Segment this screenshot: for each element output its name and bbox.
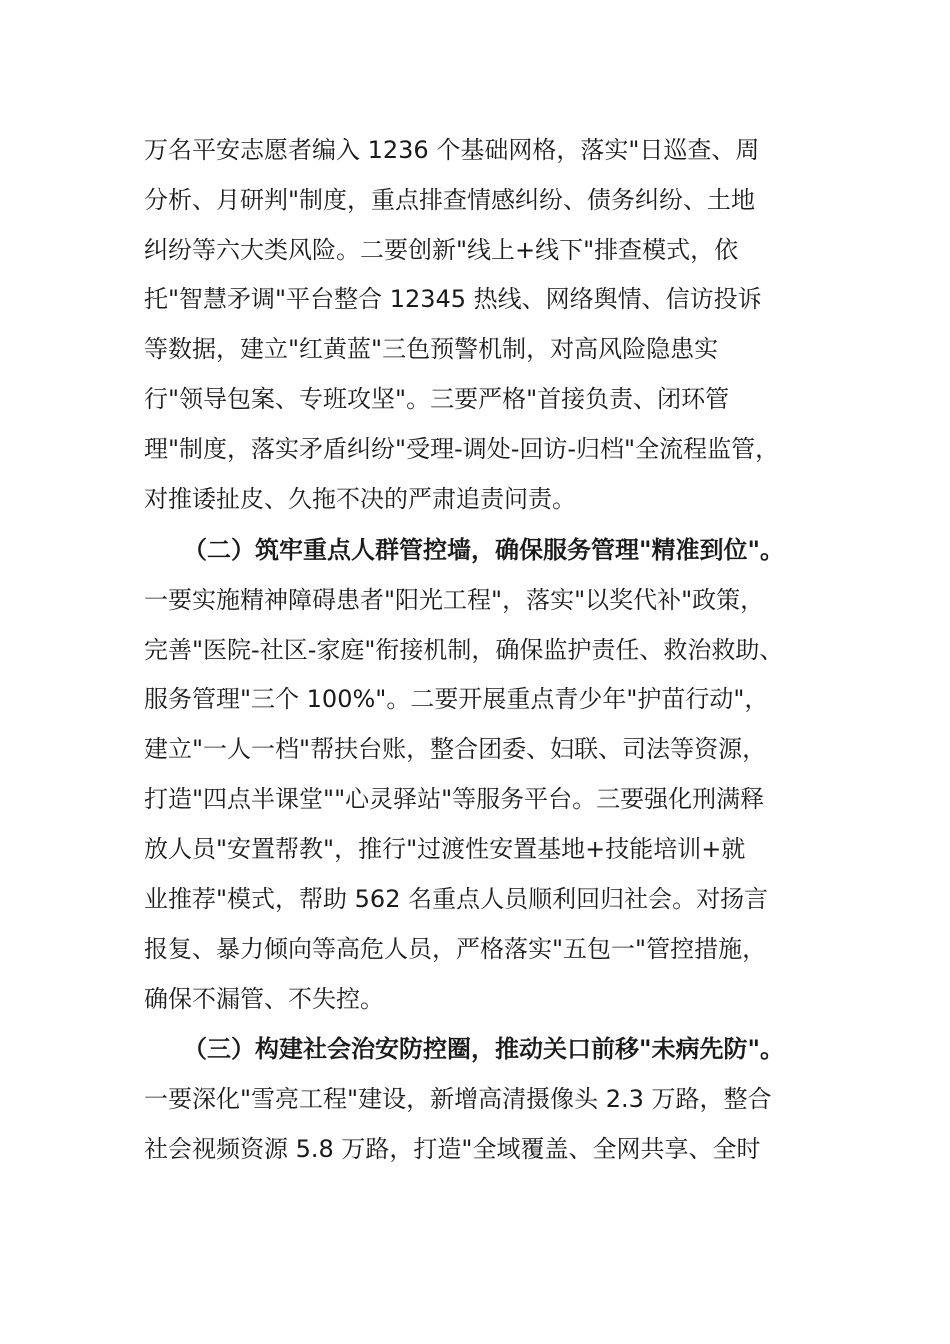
text-line-8: 对推诿扯皮、久拖不决的严肃追责问责。 [144, 485, 576, 513]
section-heading-2: （二）筑牢重点人群管控墙，确保服务管理"精准到位"。 [183, 536, 785, 564]
text-line-15: 放人员"安置帮教"，推行"过渡性安置基地+技能培训+就 [144, 835, 746, 863]
text-line-14: 打造"四点半课堂""心灵驿站"等服务平台。三要强化刑满释 [144, 785, 765, 813]
text-line-11: 完善"医院-社区-家庭"衔接机制，确保监护责任、救治救助、 [144, 636, 784, 664]
text-line-17: 报复、暴力倾向等高危人员，严格落实"五包一"管控措施， [144, 935, 767, 963]
text-line-18: 确保不漏管、不失控。 [144, 985, 384, 1013]
text-line-21: 社会视频资源 5.8 万路，打造"全域覆盖、全网共享、全时 [144, 1135, 761, 1163]
text-line-5: 等数据，建立"红黄蓝"三色预警机制，对高风险隐患实 [144, 335, 719, 363]
section-heading-3: （三）构建社会治安防控圈，推动关口前移"未病先防"。 [183, 1035, 785, 1063]
text-line-3: 纠纷等六大类风险。二要创新"线上+线下"排查模式，依 [144, 236, 739, 264]
text-line-2: 分析、月研判"制度，重点排查情感纠纷、债务纠纷、土地 [144, 186, 756, 214]
text-line-13: 建立"一人一档"帮扶台账，整合团委、妇联、司法等资源， [144, 735, 767, 763]
text-line-12: 服务管理"三个 100%"。二要开展重点青少年"护苗行动"， [144, 685, 769, 713]
text-line-10: 一要实施精神障碍患者"阳光工程"，落实"以奖代补"政策， [144, 586, 765, 614]
text-line-6: 行"领导包案、专班攻坚"。三要严格"首接负责、闭环管 [144, 385, 730, 413]
text-line-7: 理"制度，落实矛盾纠纷"受理-调处-回访-归档"全流程监管， [144, 435, 780, 463]
text-line-16: 业推荐"模式，帮助 562 名重点人员顺利回归社会。对扬言 [144, 885, 769, 913]
text-line-1: 万名平安志愿者编入 1236 个基础网格，落实"日巡查、周 [144, 136, 760, 164]
text-line-20: 一要深化"雪亮工程"建设，新增高清摄像头 2.3 万路，整合 [144, 1085, 772, 1113]
text-line-4: 托"智慧矛调"平台整合 12345 热线、网络舆情、信访投诉 [144, 285, 762, 313]
